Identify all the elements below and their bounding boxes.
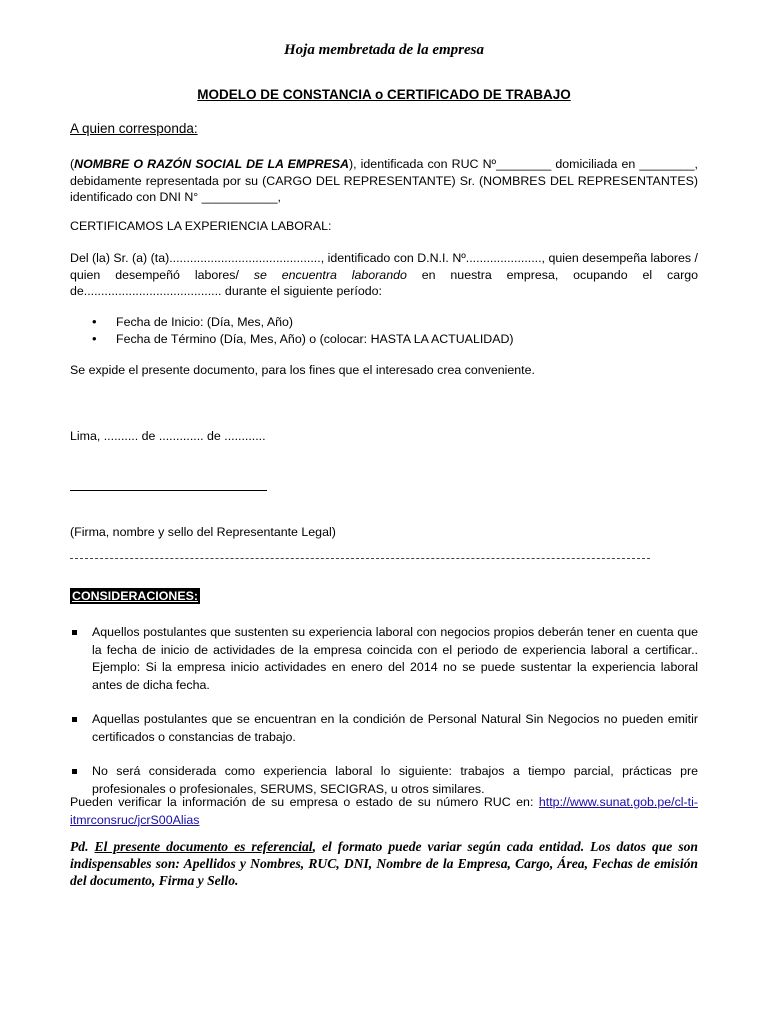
footnote-prefix: Pd.	[70, 839, 95, 854]
service-paragraph	[70, 250, 698, 300]
intro-open-paren: (	[70, 157, 75, 171]
considerations-heading: CONSIDERACIONES:	[72, 589, 198, 603]
purpose-paragraph: Se expide el presente documento, para los fines que el interesado crea conveniente.	[70, 363, 535, 377]
footnote-text: , el formato puede variar según cada entidad. Los datos que son indispensables son: Apellidos y Nombres, RUC, DNI, Nombre de la Empresa, Cargo, Área, Fechas de emisión del documento, Firma y Sello.	[70, 839, 698, 888]
footnote	[70, 838, 698, 889]
considerations-list	[70, 624, 698, 815]
salutation: A quien corresponda:	[70, 121, 198, 136]
verify-paragraph	[70, 794, 698, 829]
list-item-consideration: Aquellos postulantes que sustenten su experiencia laboral con negocios propios deberán tener en cuenta que la fecha de inicio de actividades de la empresa coincida con el periodo de experiencia laboral a certificar.. Ejemplo: Si la empresa inicio actividades en enero del 2014 no se puede sustentar la experiencia laboral antes de dicha fecha.	[70, 624, 698, 694]
list-item-consideration: No será considerada como experiencia laboral lo siguiente: trabajos a tiempo parcial, prácticas pre profesionales o profesionales, SERUMS, SECIGRAS, u otros similares.	[70, 763, 698, 798]
signature-line	[70, 490, 267, 491]
document-title: MODELO DE CONSTANCIA o CERTIFICADO DE TRABAJO	[197, 87, 571, 102]
list-item-start-date: • Fecha de Inicio: (Día, Mes, Año)	[70, 314, 698, 331]
footnote-underlined: El presente documento es referencial	[94, 839, 313, 854]
intro-paragraph	[70, 156, 698, 206]
company-name-placeholder: NOMBRE O RAZÓN SOCIAL DE LA EMPRESA	[74, 157, 349, 171]
dashed-separator	[70, 558, 650, 559]
service-italic: se encuentra laborando	[253, 267, 407, 282]
list-item-end-date: • Fecha de Término (Día, Mes, Año) o (colocar: HASTA LA ACTUALIDAD)	[70, 331, 698, 348]
certify-heading: CERTIFICAMOS LA EXPERIENCIA LABORAL:	[70, 219, 332, 233]
service-text-1: Del (la) Sr. (a) (ta)............................................, identificado con D.N.I. Nº......................, quien desempeña labores / quien desempeñó labores/	[70, 251, 698, 282]
intro-text: ), identificada con RUC Nº________ domiciliada en ________, debidamente representada por su (CARGO DEL REPRESENTANTE) Sr. (NOMBRES DEL REPRESENTANTES) identificado con DNI N° ___________,	[70, 157, 698, 204]
period-list	[70, 314, 698, 347]
sunat-link[interactable]: http://www.sunat.gob.pe/cl-ti-itmrconsruc/jcrS00Alias	[70, 795, 698, 827]
verify-text: Pueden verificar la información de su empresa o estado de su número RUC en:	[70, 795, 539, 809]
place-date: Lima, .......... de ............. de ............	[70, 429, 266, 443]
signature-caption: (Firma, nombre y sello del Representante Legal)	[70, 525, 336, 539]
service-text-2: en nuestra empresa, ocupando el cargo de........................................ durante el siguiente período:	[70, 267, 698, 298]
letterhead: Hoja membretada de la empresa	[284, 42, 484, 58]
list-item-consideration: Aquellas postulantes que se encuentran en la condición de Personal Natural Sin Negocios no pueden emitir certificados o constancias de trabajo.	[70, 711, 698, 746]
